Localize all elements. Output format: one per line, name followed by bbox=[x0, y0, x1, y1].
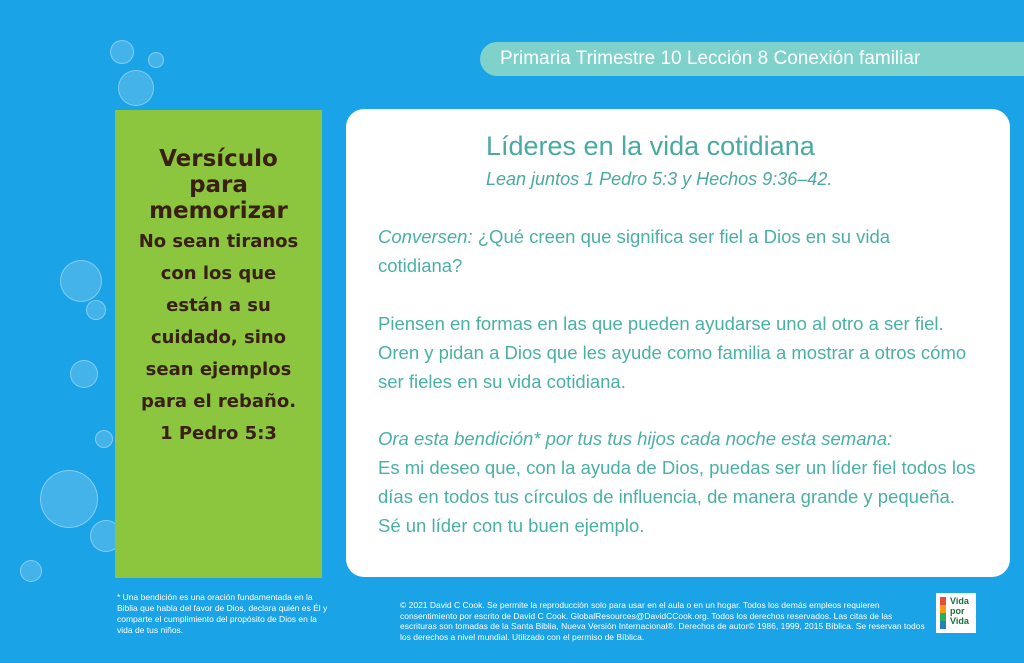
decorative-bubble bbox=[148, 52, 164, 68]
decorative-bubble bbox=[70, 360, 98, 388]
decorative-bubble bbox=[118, 70, 154, 106]
decorative-bubble bbox=[40, 470, 98, 528]
memory-verse-panel bbox=[115, 110, 322, 578]
vida-por-vida-logo bbox=[936, 593, 976, 633]
blessing-paragraph bbox=[378, 424, 978, 540]
verse-title-line: para bbox=[189, 172, 248, 198]
verse-reference: 1 Pedro 5:3 bbox=[160, 423, 277, 444]
decorative-bubble bbox=[86, 300, 106, 320]
blessing-text: Es mi deseo que, con la ayuda de Dios, puedas ser un líder fiel todos los días en todos tus círculos de influencia, de manera grande y pequeña. Sé un líder con tu buen ejemplo. bbox=[378, 457, 976, 536]
lesson-header: Primaria Trimestre 10 Lección 8 Conexión familiar bbox=[480, 42, 1024, 76]
logo-line: Vida bbox=[950, 616, 969, 626]
verse-title-line: memorizar bbox=[149, 198, 288, 224]
blessing-footnote: * Una bendición es una oración fundamentada en la Biblia que habla del favor de Dios, declara quién es Él y comparte el cumplimiento del propósito de Dios en la vida de tus niños. bbox=[117, 592, 328, 635]
verse-line: están a su bbox=[166, 295, 271, 316]
verse-line: No sean tiranos bbox=[138, 231, 299, 252]
logo-line: por bbox=[950, 606, 965, 616]
logo-line: Vida bbox=[950, 596, 969, 606]
verse-line: cuidado, sino bbox=[150, 327, 287, 348]
decorative-bubble bbox=[60, 260, 102, 302]
verse-title-line: Versículo bbox=[159, 146, 278, 172]
decorative-bubble bbox=[110, 40, 134, 64]
lesson-card bbox=[346, 109, 1010, 577]
verse-line: sean ejemplos bbox=[145, 359, 292, 380]
discuss-text: ¿Qué creen que significa ser fiel a Dios en su vida cotidiana? bbox=[378, 226, 891, 276]
card-title: Líderes en la vida cotidiana bbox=[486, 131, 815, 161]
decorative-bubble bbox=[20, 560, 42, 582]
copyright-notice: © 2021 David C Cook. Se permite la reproducción solo para usar en el aula o en un hogar. Todos los demás empleos requieren consentimiento por escrito de David C Cook. GlobalResources@DavidCCook.org. Todos los derechos reservados. Las citas de las escrituras son tomadas de la Santa Biblia, Nueva Versión Internacional®. Derechos de autor© 1986, 1999, 2015 Bíblica. Se reservan todos los derechos a nivel mundial. Utilizado con el permiso de Bíblica. bbox=[400, 600, 925, 642]
decorative-bubble bbox=[95, 430, 113, 448]
think-paragraph: Piensen en formas en las que pueden ayudarse uno al otro a ser fiel. Oren y pidan a Dios que les ayude como familia a mostrar a otros cómo ser fieles en su vida cotidiana. bbox=[378, 313, 967, 392]
discuss-paragraph bbox=[378, 222, 978, 280]
discuss-label: Conversen: bbox=[378, 226, 473, 247]
logo-stripe-icon bbox=[940, 597, 946, 629]
card-subtitle: Lean juntos 1 Pedro 5:3 y Hechos 9:36–42. bbox=[486, 169, 833, 189]
verse-text bbox=[115, 226, 322, 418]
verse-line: para el rebaño. bbox=[140, 391, 297, 412]
blessing-label: Ora esta bendición* por tus tus hijos cada noche esta semana: bbox=[378, 428, 893, 449]
verse-line: con los que bbox=[160, 263, 277, 284]
verse-title bbox=[115, 146, 322, 224]
